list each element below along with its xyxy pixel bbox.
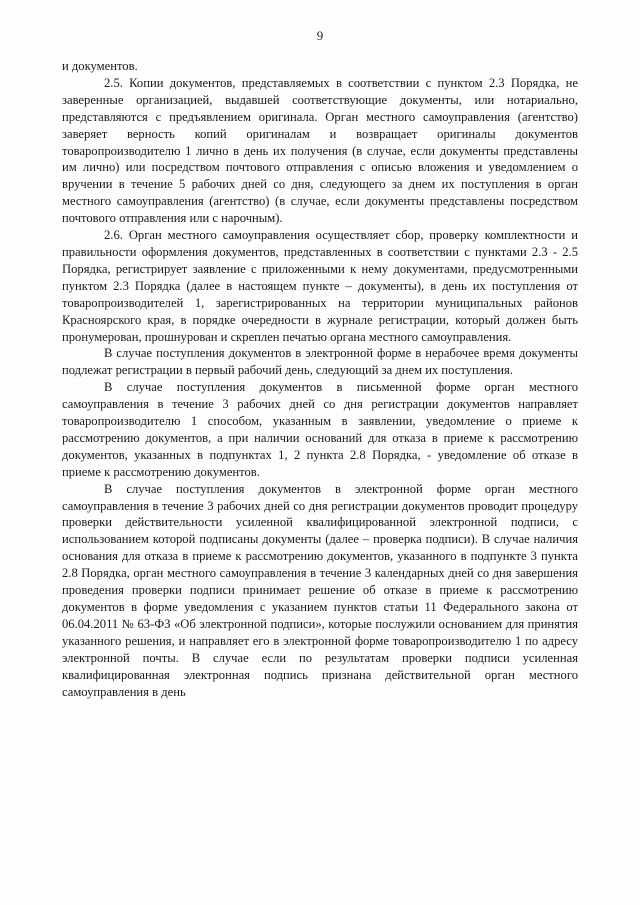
document-body: [62, 58, 578, 700]
paragraph-2-6: 2.6. Орган местного самоуправления осуществляет сбор, проверку комплектности и правильности оформления документов, представленных в соответствии с пунктами 2.3 - 2.5 Порядка, регистрирует заявление с приложенными к нему документами, предусмотренными пунктом 2.3 Порядка (далее в настоящем пункте – документы), в день их поступления от товаропроизводителей 1, зарегистрированных на территории муниципальных районов Красноярского края, в порядке очередности в журнале регистрации, который должен быть пронумерован, прошнурован и скреплен печатью органа местного самоуправления.: [62, 228, 578, 344]
paragraph-2-5: 2.5. Копии документов, представляемых в соответствии с пунктом 2.3 Порядка, не заверенные организацией, выдавшей соответствующие документы, или нотариально, представляются с предъявлением оригинала. Орган местного самоуправления (агентство) заверяет верность копий оригиналам и возвращает оригиналы документов товаропроизводителю 1 лично в день их получения (в случае, если документы представлены им лично) или посредством почтового отправления с описью вложения и уведомлением о вручении в течение 5 рабочих дней со дня, следующего за днем их поступления в орган местного самоуправления (агентство) (в случае, если документы представлены посредством почтового отправления или с нарочным).: [62, 75, 578, 226]
page-number: 9: [316, 28, 324, 43]
paragraph-electronic-form: В случае поступления документов в электронной форме орган местного самоуправления в течение 3 рабочих дней со дня регистрации документов проводит процедуру проверки действительности усиленной квалифицированной электронной подписи, с использованием которой подписаны документы (далее – проверка подписи). В случае наличия основания для отказа в приеме к рассмотрению документов, указанного в подпункте 3 пункта 2.8 Порядка, орган местного самоуправления в течение 3 календарных дней со дня завершения проведения проверки подписи принимает решение об отказе в приеме к рассмотрению документов в форме уведомления с указанием пунктов статьи 11 Федерального закона от 06.04.2011 № 63-ФЗ «Об электронной подписи», которые послужили основанием для принятия указанного решения, и направляет его в электронной форме товаропроизводителю 1 по адресу электронной почты. В случае если по результатам проверки подписи усиленная квалифицированная электронная подпись признана действительной орган местного самоуправления в день: [62, 481, 578, 699]
paragraph-continuation: и документов.: [62, 59, 138, 73]
paragraph-written-form: В случае поступления документов в письменной форме орган местного самоуправления в течение 3 рабочих дней со дня регистрации документов направляет товаропроизводителю 1 способом, указанным в заявлении, уведомление о приеме к рассмотрению документов, а при наличии оснований для отказа в приеме к рассмотрению документов, указанных в подпунктах 1, 2 пункта 2.8 Порядка, - уведомление об отказе в приеме к рассмотрению документов.: [62, 380, 578, 479]
paragraph-electronic-nonworking-time: В случае поступления документов в электронной форме в нерабочее время документы подлежат регистрации в первый рабочий день, следующий за днем их поступления.: [62, 346, 578, 378]
